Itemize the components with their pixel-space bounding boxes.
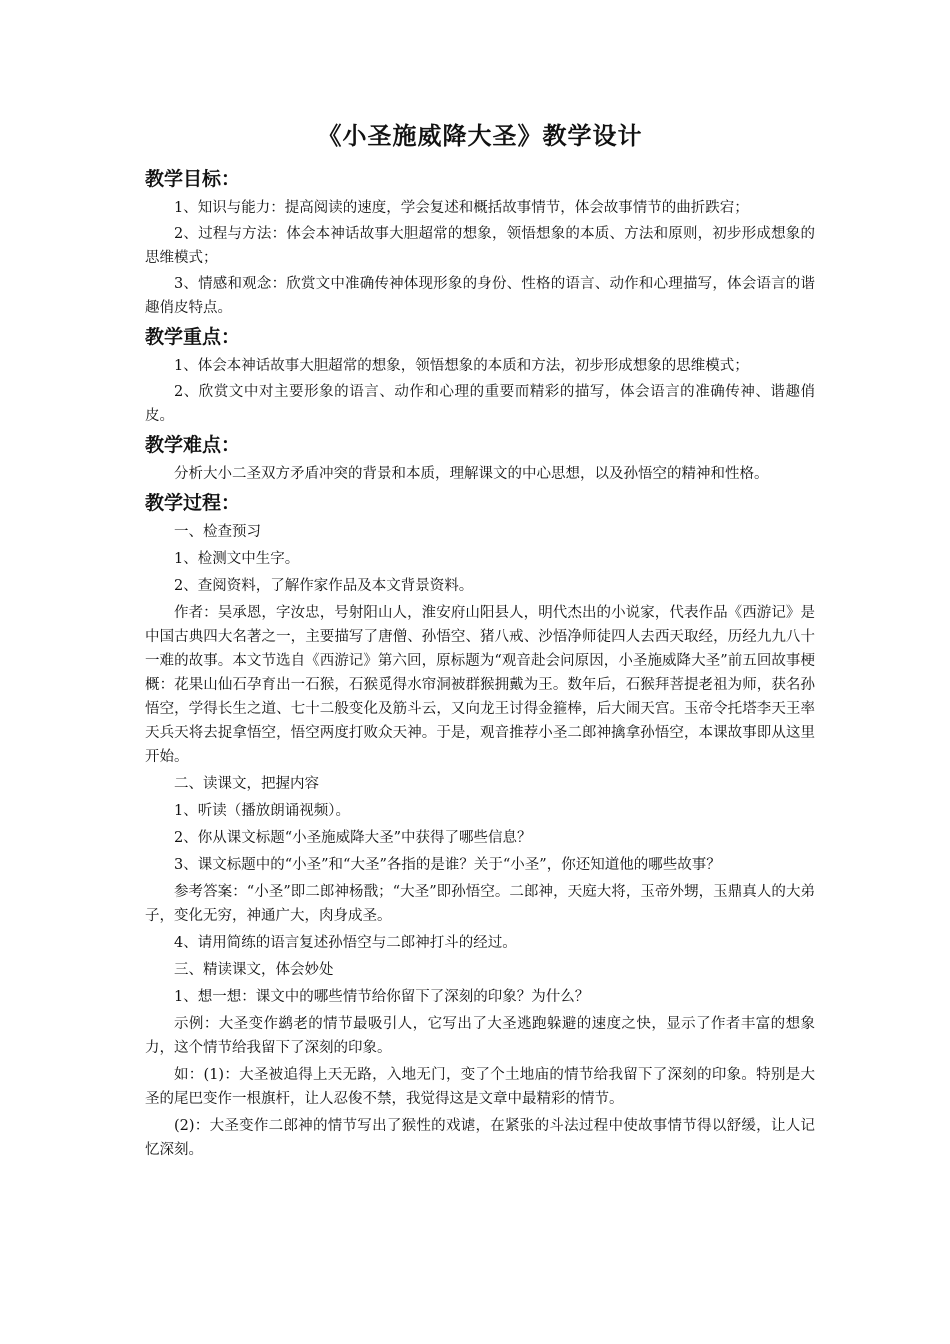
key-point-item: 2、欣赏文中对主要形象的语言、动作和心理的重要而精彩的描写，体会语言的准确传神、谐趣俏皮。: [145, 384, 815, 424]
process-item: 4、请用简练的语言复述孙悟空与二郎神打斗的经过。: [174, 935, 517, 951]
key-points-heading: 教学重点：: [145, 326, 241, 348]
process-item: 1、听读（播放朗诵视频）。: [174, 803, 350, 819]
author-background: 作者：吴承恩，字汝忠，号射阳山人，淮安府山阳县人，明代杰出的小说家，代表作品《西游记》是中国古典四大名著之一，主要描写了唐僧、孙悟空、猪八戒、沙悟净师徒四人去西天取经，历经九九八十一难的故事。本文节选自《西游记》第六回，原标题为“观音赴会问原因，小圣施威降大圣”前五回故事梗概：花果山仙石孕育出一石猴，石猴觅得水帘洞被群猴拥戴为王。数年后，石猴拜菩提老祖为师，获名孙悟空，学得长生之道、七十二般变化及筋斗云，又向龙王讨得金箍棒，后大闹天宫。玉帝令托塔李天王率天兵天将去捉拿悟空，悟空两度打败众天神。于是，观音推荐小圣二郎神擒拿孙悟空，本课故事即从这里开始。: [145, 605, 815, 765]
process-item: 1、检测文中生字。: [174, 551, 300, 567]
process-item: 1、想一想：课文中的哪些情节给你留下了深刻的印象？为什么？: [174, 989, 590, 1005]
process-step-heading: 三、精读课文，体会妙处: [174, 962, 334, 978]
objective-item: 1、知识与能力：提高阅读的速度，学会复述和概括故事情节，体会故事情节的曲折跌宕；: [174, 200, 749, 216]
process-item: 2、查阅资料，了解作家作品及本文背景资料。: [174, 578, 474, 594]
objectives-heading: 教学目标：: [145, 168, 241, 190]
example-answer: 示例：大圣变作鹚老的情节最吸引人，它写出了大圣逃跑躲避的速度之快，显示了作者丰富的想象力，这个情节给我留下了深刻的印象。: [145, 1016, 815, 1056]
example-answer: (2)：大圣变作二郎神的情节写出了猴性的戏谑，在紧张的斗法过程中使故事情节得以舒缓，让人记忆深刻。: [145, 1118, 815, 1158]
section-key-points: [145, 322, 815, 428]
process-item: 3、课文标题中的“小圣”和“大圣”各指的是谁？关于“小圣”，你还知道他的哪些故事？: [174, 857, 721, 873]
process-item: 2、你从课文标题“小圣施威降大圣”中获得了哪些信息？: [174, 830, 532, 846]
process-step-heading: 一、检查预习: [174, 524, 261, 540]
example-answer: 如：(1)：大圣被追得上天无路，入地无门，变了个土地庙的情节给我留下了深刻的印象。特别是大圣的尾巴变作一根旗杆，让人忍俊不禁，我觉得这是文章中最精彩的情节。: [145, 1067, 815, 1107]
section-process: [145, 488, 815, 1162]
document-title: 《小圣施威降大圣》教学设计: [317, 121, 643, 150]
difficulty-item: 分析大小二圣双方矛盾冲突的背景和本质，理解课文的中心思想，以及孙悟空的精神和性格。: [174, 466, 769, 482]
section-objectives: [145, 164, 815, 320]
process-heading: 教学过程：: [145, 492, 241, 514]
document-page: [145, 118, 815, 1165]
difficulties-heading: 教学难点：: [145, 434, 241, 456]
objective-item: 3、情感和观念：欣赏文中准确传神体现形象的身份、性格的语言、动作和心理描写，体会语言的谐趣俏皮特点。: [145, 276, 815, 316]
objective-item: 2、过程与方法：体会本神话故事大胆超常的想象，领悟想象的本质、方法和原则，初步形成想象的思维模式；: [145, 226, 815, 266]
section-difficulties: [145, 430, 815, 486]
key-point-item: 1、体会本神话故事大胆超常的想象，领悟想象的本质和方法，初步形成想象的思维模式；: [174, 358, 749, 374]
process-step-heading: 二、读课文，把握内容: [174, 776, 319, 792]
reference-answer: 参考答案：“小圣”即二郎神杨戬；“大圣”即孙悟空。二郎神，天庭大将，玉帝外甥，玉鼎真人的大弟子，变化无穷，神通广大，肉身成圣。: [145, 884, 815, 924]
